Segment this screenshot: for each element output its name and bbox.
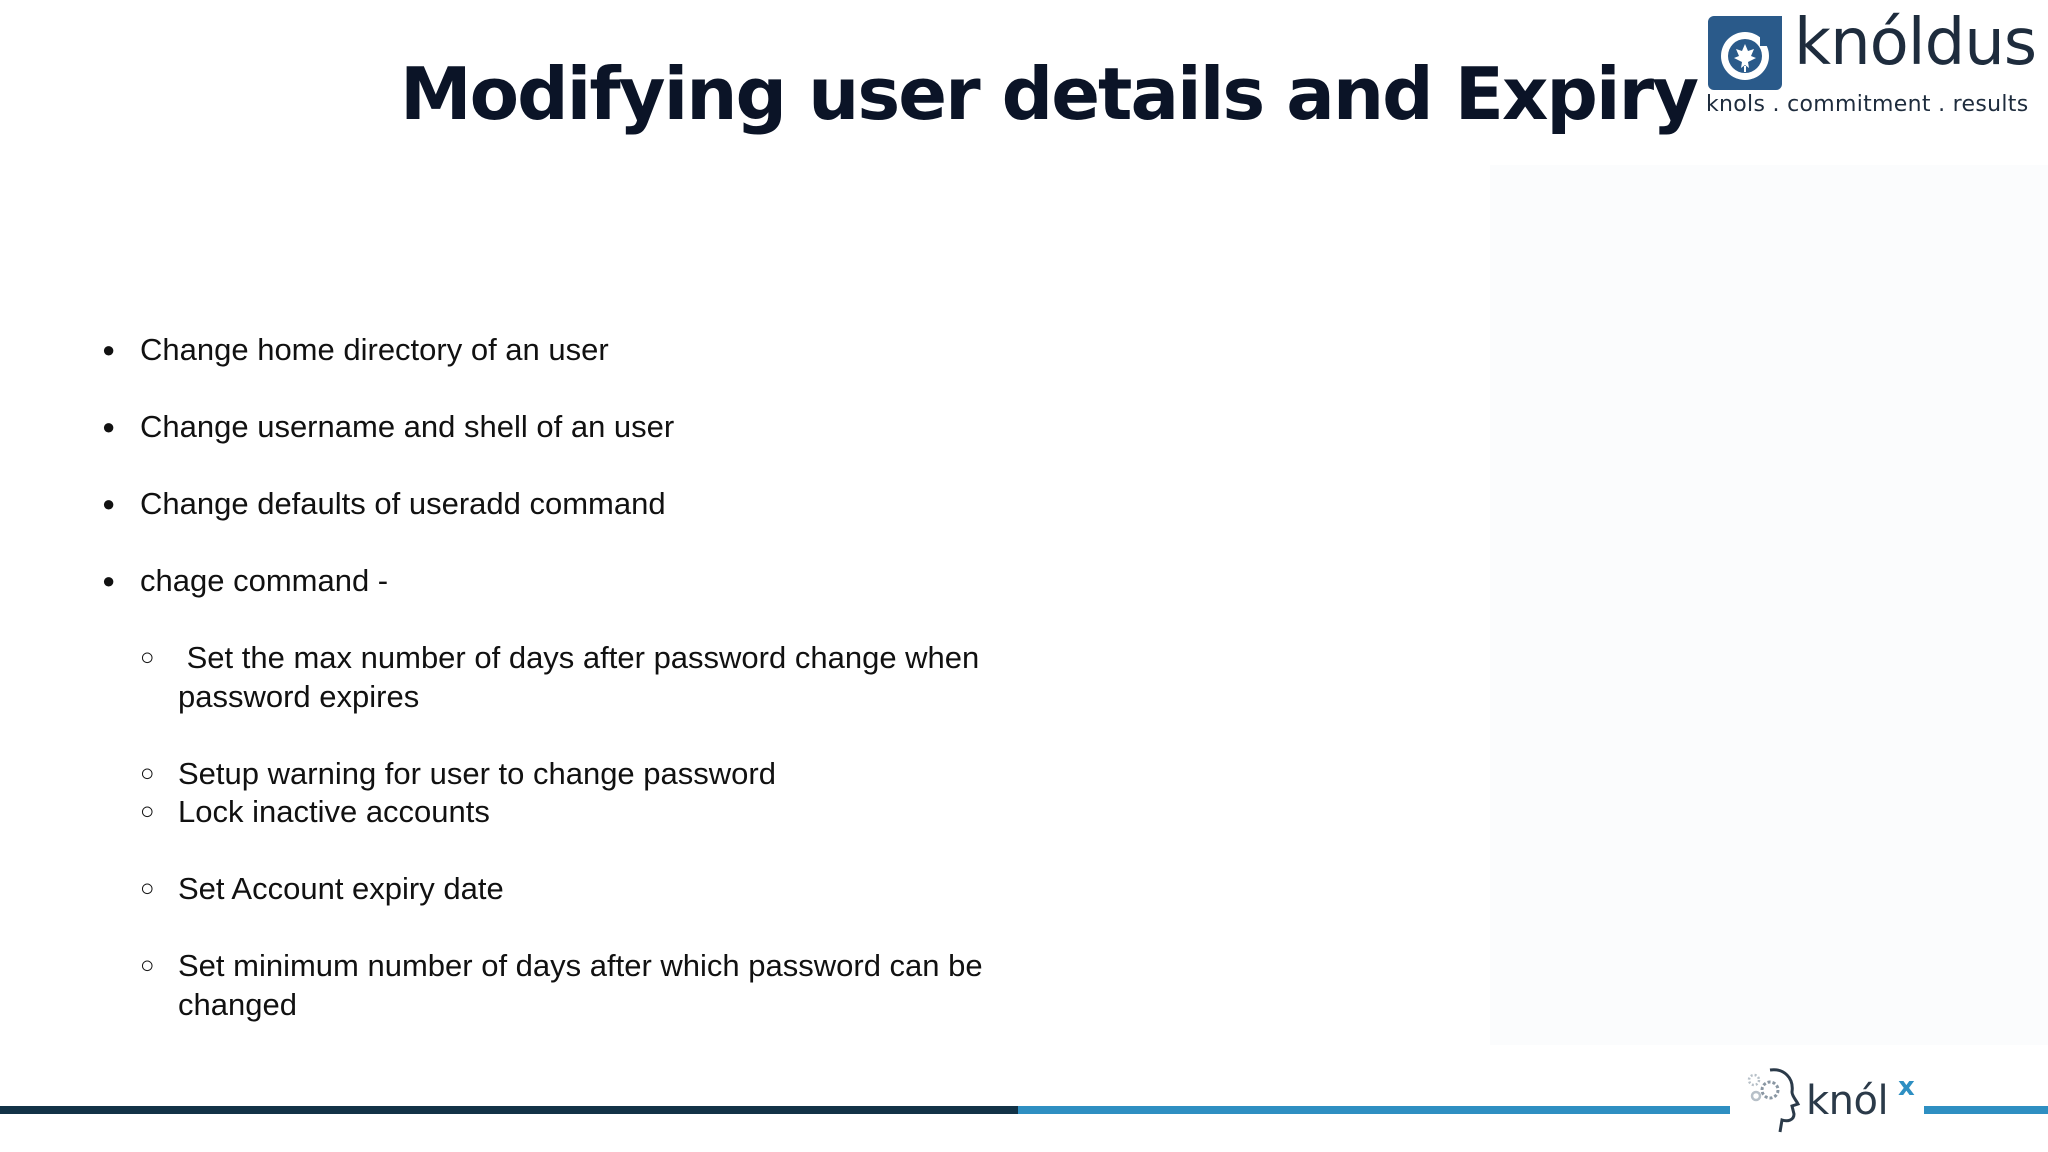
logo-tagline: knols . commitment . results xyxy=(1706,92,2029,117)
bullet-text: Change username and shell of an user xyxy=(140,409,675,444)
sub-bullet-item xyxy=(102,638,979,716)
slide-title: Modifying user details and Expiry xyxy=(400,52,1698,136)
bullet-text: Change home directory of an user xyxy=(140,332,609,367)
bullet-item xyxy=(102,330,609,369)
head-gears-icon xyxy=(1740,1062,1810,1138)
sub-bullet-item xyxy=(102,946,983,1024)
bullet-dot: ● xyxy=(102,414,116,439)
sub-bullet-text: Set minimum number of days after which password can be xyxy=(178,948,983,983)
sub-bullet-circle: ○ xyxy=(140,644,155,671)
bullet-text: chage command - xyxy=(140,563,389,598)
sub-bullet-item xyxy=(102,869,504,908)
footer-bar-dark xyxy=(0,1106,1018,1114)
sub-bullet-circle: ○ xyxy=(140,798,155,825)
bullet-item xyxy=(102,561,388,600)
bullet-dot: ● xyxy=(102,337,116,362)
sub-bullet-item xyxy=(102,792,490,831)
logo-wordmark: knóldus xyxy=(1794,6,2037,80)
maple-leaf-badge-icon xyxy=(1708,16,1782,90)
sub-bullet-text: Set the max number of days after password change when xyxy=(178,640,980,675)
bullet-dot: ● xyxy=(102,568,116,593)
sub-bullet-text-line2: password expires xyxy=(178,679,420,714)
sub-bullet-circle: ○ xyxy=(140,875,155,902)
knolx-superscript: x xyxy=(1898,1072,1915,1102)
bullet-item xyxy=(102,484,666,523)
bullet-dot: ● xyxy=(102,491,116,516)
sub-bullet-text: Setup warning for user to change password xyxy=(178,756,776,791)
bullet-text: Change defaults of useradd command xyxy=(140,486,666,521)
knolx-wordmark: knól xyxy=(1806,1078,1889,1124)
sub-bullet-circle: ○ xyxy=(140,952,155,979)
sub-bullet-text-line2: changed xyxy=(178,987,297,1022)
knoldus-logo xyxy=(1706,6,2037,124)
footer-bar-blue-right xyxy=(1924,1106,2048,1114)
sub-bullet-item xyxy=(102,754,776,793)
sub-bullet-text: Lock inactive accounts xyxy=(178,794,490,829)
footer-bar-blue xyxy=(1018,1106,1730,1114)
bullet-item xyxy=(102,407,674,446)
sub-bullet-circle: ○ xyxy=(140,760,155,787)
knolx-logo xyxy=(1730,1052,1924,1144)
right-panel xyxy=(1490,165,2048,1045)
sub-bullet-text: Set Account expiry date xyxy=(178,871,504,906)
